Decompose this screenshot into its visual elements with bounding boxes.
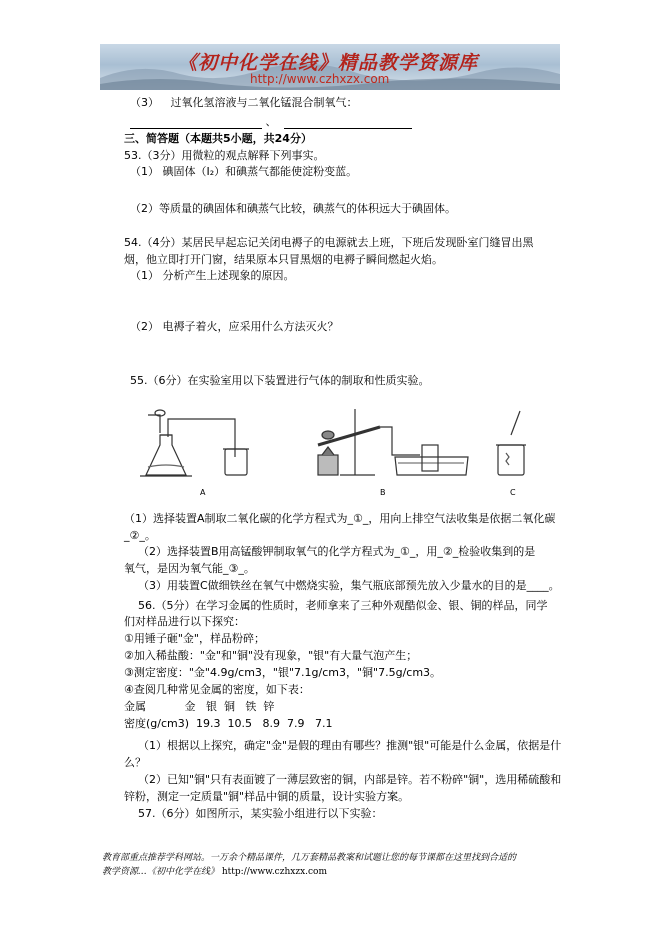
q56-step3: ③测定密度："金"4.9g/cm3，"银"7.1g/cm3，"铜"7.5g/cm3。 [124, 666, 442, 679]
footer-line1: 教育部重点推荐学科网站。一万余个精品课件，几万套精品教案和试题让您的每节课都在这里找到合适的 [102, 853, 517, 863]
q56-part1a: （1）根据以上探究，确定"金"是假的理由有哪些？推测"银"可能是什么金属，依据是什 [138, 739, 562, 752]
header-banner [100, 44, 560, 90]
apparatus-label-c: C [510, 488, 516, 497]
q55-part2b: 氧气，是因为氧气能_③_。 [124, 562, 255, 575]
experiment-apparatus-figure [130, 405, 540, 500]
q55-part1a: （1）选择装置A制取二氧化碳的化学方程式为_①_，用向上排空气法收集是依据二氧化碳 [124, 512, 556, 525]
q53-part1: （1） 碘固体（I₂）和碘蒸气都能使淀粉变蓝。 [130, 165, 358, 178]
q3-label: （3） [130, 96, 159, 109]
apparatus-c [496, 411, 526, 475]
q55-part3: （3）用装置C做细铁丝在氧气中燃烧实验，集气瓶底部预先放入少量水的目的是____。 [138, 579, 560, 592]
density-table-row: 密度(g/cm3) 19.3 10.5 8.9 7.9 7.1 [124, 717, 333, 730]
answer-blank[interactable] [284, 116, 412, 129]
q53-stem: 53.（3分）用微粒的观点解释下列事实。 [124, 149, 325, 162]
q3-text: 过氧化氢溶液与二氧化锰混合制氧气： [170, 96, 358, 109]
q56-step2: ②加入稀盐酸："金"和"铜"没有现象，"银"有大量气泡产生； [124, 649, 418, 662]
apparatus-label-b: B [380, 488, 386, 497]
banner-title: 《初中化学在线》精品教学资源库 [178, 52, 479, 74]
q53-part2: （2）等质量的碘固体和碘蒸气比较，碘蒸气的体积远大于碘固体。 [130, 202, 456, 215]
density-table-header: 金属 金 银 铜 铁 锌 [124, 700, 275, 713]
q56-part2a: （2）已知"铜"只有表面镀了一薄层致密的铜，内部是锌。若不粉碎"铜"，选用稀硫酸和 [138, 773, 562, 786]
q57-stem: 57.（6分）如图所示，某实验小组进行以下实验： [138, 807, 383, 820]
q56-part2b: 锌粉，测定一定质量"铜"样品中铜的质量，设计实验方案。 [124, 790, 410, 803]
q55-part2a: （2）选择装置B用高锰酸钾制取氧气的化学方程式为_①_，用_②_检验收集到的是 [138, 545, 536, 558]
q54-stem-line2: 烟，他立即打开门窗，结果原本只冒黑烟的电褥子瞬间燃起火焰。 [124, 253, 443, 266]
q56-step1: ①用锤子砸"金"，样品粉碎； [124, 632, 265, 645]
banner-url[interactable]: http://www.czhxzx.com [250, 72, 390, 86]
footer-line2 [102, 866, 327, 879]
q55-stem: 55.（6分）在实验室用以下装置进行气体的制取和性质实验。 [130, 374, 430, 387]
q55-part1b: _②_。 [124, 529, 156, 542]
q56-step4: ④查阅几种常见金属的密度，如下表： [124, 683, 310, 696]
apparatus-a [140, 410, 249, 476]
answer-blank[interactable] [130, 116, 262, 129]
q54-part2: （2） 电褥子着火，应采用什么方法灭火？ [130, 320, 339, 333]
q56-part1b: 么？ [124, 756, 146, 769]
apparatus-label-a: A [200, 488, 206, 497]
q3-answer-line [130, 114, 412, 129]
apparatus-b [318, 409, 468, 475]
q3-separator: 、 [265, 115, 277, 128]
section3-heading: 三、简答题（本题共5小题，共24分） [124, 132, 312, 145]
q3-line [130, 95, 358, 110]
q54-part1: （1） 分析产生上述现象的原因。 [130, 269, 295, 282]
footer-url[interactable]: http://www.czhxzx.com [221, 867, 328, 877]
q56-stem-line1: 56.（5分）在学习金属的性质时，老师拿来了三种外观酷似金、银、铜的样品，同学 [138, 599, 548, 612]
q56-stem-line2: 们对样品进行以下探究： [124, 615, 245, 628]
q54-stem-line1: 54.（4分）某居民早起忘记关闭电褥子的电源就去上班，下班后发现卧室门缝冒出黑 [124, 236, 534, 249]
footer-text: 教学资源…《初中化学在线》 [102, 867, 220, 877]
